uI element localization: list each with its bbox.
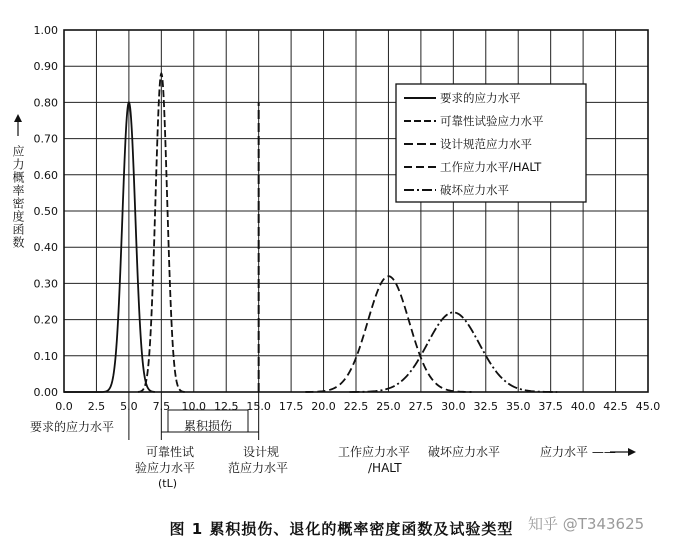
x-tick-label: 5.0	[120, 400, 138, 413]
x-tick-label: 25.0	[376, 400, 401, 413]
x-tick-label: 12.5	[213, 400, 239, 413]
x-tick-label: 27.5	[408, 400, 434, 413]
y-tick-label: 0.40	[33, 241, 58, 255]
x-tick-label: 10.0	[181, 400, 207, 413]
x-tick-label: 7.5	[152, 400, 171, 413]
x-axis-arrowhead	[628, 448, 636, 456]
x-tick-label: 22.5	[343, 400, 369, 413]
y-tick-label: 0.20	[33, 313, 58, 327]
x-tick-label: 40.0	[570, 400, 596, 413]
annotation-required-stress: 要求的应力水平	[30, 420, 115, 434]
annotation-design-line1: 设计规	[243, 445, 280, 459]
x-tick-label: 42.5	[603, 400, 628, 413]
annotation-working-line2: /HALT	[368, 461, 402, 475]
y-tick-label: 0.50	[33, 205, 58, 218]
annotation-reliability-line3: (tL)	[158, 477, 178, 490]
y-tick-label: 0.60	[33, 168, 58, 182]
x-axis-label: 应力水平 ——	[540, 445, 616, 459]
annotation-cumulative-damage: 累积损伤	[184, 419, 233, 433]
x-tick-label: 15.0	[246, 400, 271, 413]
legend-label: 破坏应力水平	[440, 183, 509, 197]
x-tick-label: 32.5	[473, 400, 499, 413]
x-tick-label: 17.5	[278, 400, 304, 413]
x-tick-label: 0.0	[55, 400, 73, 413]
y-tick-label: 1.00	[33, 24, 58, 37]
legend-label: 设计规范应力水平	[440, 137, 532, 151]
y-axis-arrowhead	[14, 114, 22, 122]
legend-label: 工作应力水平/HALT	[440, 160, 542, 174]
annotation-reliability-line2: 验应力水平	[135, 461, 196, 475]
annotation-working-line1: 工作应力水平	[338, 445, 411, 459]
y-tick-label: 0.30	[33, 277, 58, 291]
annotation-design-line2: 范应力水平	[228, 461, 289, 475]
x-tick-label: 35.0	[505, 400, 531, 413]
annotation-reliability-line1: 可靠性试	[146, 445, 195, 459]
x-tick-label: 45.0	[635, 400, 661, 413]
y-tick-label: 0.10	[33, 349, 58, 363]
y-tick-label: 0.70	[33, 132, 58, 146]
y-tick-label: 0.80	[33, 96, 58, 110]
watermark: 知乎 @T343625	[528, 515, 645, 533]
x-tick-label: 37.5	[538, 400, 563, 413]
y-axis-title: 应力概率密度函数	[11, 145, 25, 249]
figure-caption: 图 1 累积损伤、退化的概率密度函数及试验类型	[169, 520, 514, 538]
x-tick-label: 30.0	[441, 400, 466, 413]
legend-label: 可靠性试验应力水平	[440, 114, 544, 128]
y-tick-label: 0.00	[33, 386, 58, 399]
x-tick-label: 2.5	[87, 400, 106, 413]
y-tick-label: 0.90	[33, 60, 58, 74]
annotation-failure-stress: 破坏应力水平	[428, 445, 501, 459]
legend-label: 要求的应力水平	[440, 91, 521, 105]
x-tick-label: 20.0	[311, 400, 336, 413]
